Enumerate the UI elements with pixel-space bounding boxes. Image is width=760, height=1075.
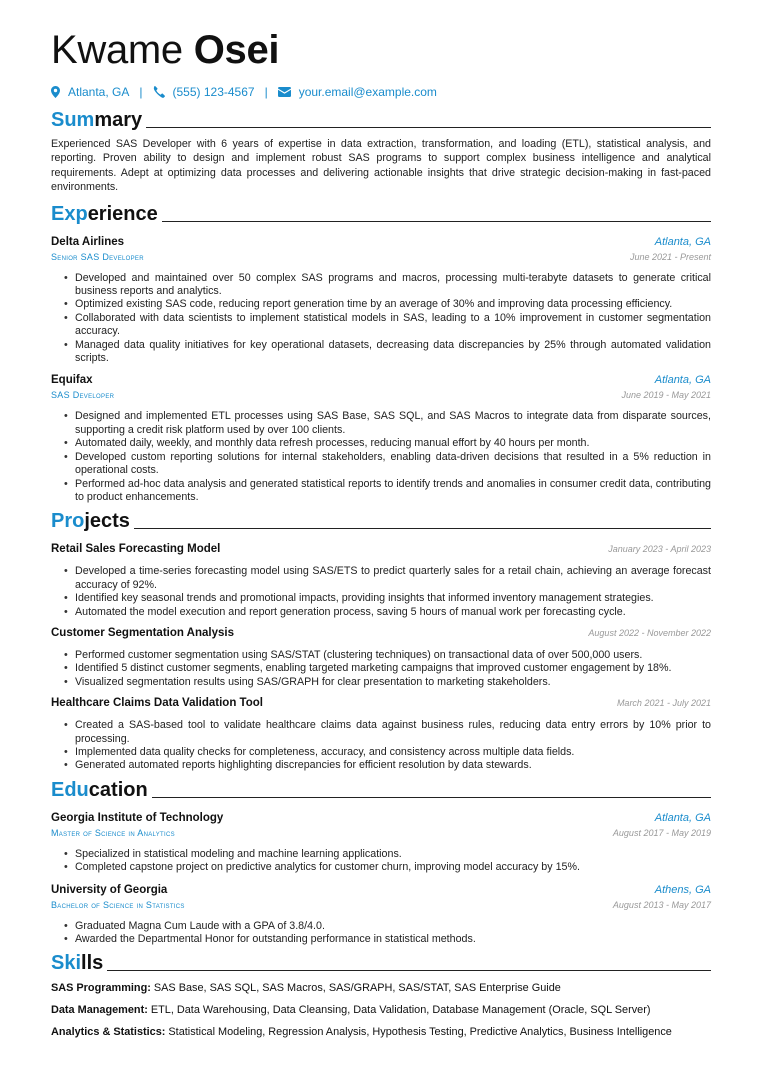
skill-value: SAS Base, SAS SQL, SAS Macros, SAS/GRAPH, SAS/STAT, SAS Enterprise Guide [153, 982, 561, 995]
bullet-item: • Graduated Magna Cum Laude with a GPA of 3.8/4.0. [75, 920, 711, 933]
job-title: SAS Developer [51, 390, 115, 401]
job-location: Atlanta, GA [654, 374, 711, 387]
project-name: Healthcare Claims Data Validation Tool [51, 697, 263, 710]
project-dates: January 2023 - April 2023 [608, 544, 711, 555]
school-name: University of Georgia [51, 883, 168, 896]
section-rule [107, 970, 711, 971]
degree-title: Bachelor of Science in Statistics [51, 899, 185, 910]
section-rule [134, 528, 711, 529]
company-name: Equifax [51, 374, 93, 387]
experience-entry [51, 373, 711, 504]
bullet-item: • Specialized in statistical modeling and machine learning applications. [75, 848, 711, 861]
job-location: Atlanta, GA [654, 235, 711, 248]
phone-text: (555) 123-4567 [172, 85, 255, 99]
skill-label: SAS Programming: [51, 982, 151, 995]
project-name: Customer Segmentation Analysis [51, 626, 234, 639]
contact-email[interactable] [278, 85, 437, 99]
bullet-item: • Created a SAS-based tool to validate healthcare claims data against business rules, reducing data entry errors by 10% prior to processing. [75, 719, 711, 746]
project-entry [51, 626, 711, 689]
skill-value: Statistical Modeling, Regression Analysis, Hypothesis Testing, Predictive Analytics, Business Intelligence [168, 1026, 672, 1039]
email-text: your.email@example.com [298, 85, 437, 99]
job-title: Senior SAS Developer [51, 251, 144, 262]
bullet-item: • Visualized segmentation results using SAS/GRAPH for clear presentation to marketing stakeholders. [75, 676, 711, 689]
candidate-name [51, 24, 711, 76]
resume-page [51, 24, 711, 1047]
phone-icon [153, 86, 165, 98]
bullet-list [75, 565, 711, 619]
bullet-item: • Collaborated with data scientists to implement statistical models in SAS, leading to a 10% improvement in customer segmentation accuracy. [75, 312, 711, 339]
map-marker-icon [51, 86, 60, 98]
project-entry [51, 696, 711, 773]
bullet-item: • Generated automated reports highlighting discrepancies for efficient resolution by data stewards. [75, 759, 711, 772]
education-heading: Education [51, 777, 711, 803]
skills-heading: Skills [51, 950, 711, 976]
job-dates: June 2021 - Present [629, 251, 711, 262]
bullet-item: • Designed and implemented ETL processes using SAS Base, SAS SQL, and SAS Macros to integrate data from disparate sources, supporting a credit risk platform used by over 100 clients. [75, 410, 711, 437]
last-name: Osei [193, 28, 280, 72]
bullet-item: • Developed a time-series forecasting model using SAS/ETS to predict quarterly sales for a retail chain, achieving an average forecast accuracy of 92%. [75, 565, 711, 592]
bullet-list [75, 920, 711, 947]
bullet-list [75, 719, 711, 773]
experience-heading: Experience [51, 201, 711, 227]
summary-text: Experienced SAS Developer with 6 years of expertise in data extraction, transformation, and loading (ETL), statistical analysis, and reporting. Proven ability to design and implement robust SAS programs to support complex business intelligence and analytical requirements. Adept at optimizing data processes and delivering actionable insights that drive strategic decision-making in fast-paced environments. [51, 138, 711, 194]
skill-row [51, 1025, 711, 1039]
bullet-item: • Automated the model execution and report generation process, saving 5 hours of manual work per forecasting cycle. [75, 606, 711, 619]
project-dates: March 2021 - July 2021 [616, 698, 711, 709]
bullet-item: • Performed customer segmentation using SAS/STAT (clustering techniques) on transactional data of over 500,000 users. [75, 649, 711, 662]
bullet-item: • Developed custom reporting solutions for internal stakeholders, enabling data-driven decisions that resulted in a 5% reduction in operational costs. [75, 451, 711, 478]
project-dates: August 2022 - November 2022 [588, 627, 711, 638]
bullet-item: • Managed data quality initiatives for key operational datasets, decreasing data discrepancies by 25% through automated validation scripts. [75, 339, 711, 366]
bullet-item: • Implemented data quality checks for completeness, accuracy, and consistency across multiple data fields. [75, 746, 711, 759]
section-rule [152, 797, 711, 798]
skill-label: Analytics & Statistics: [51, 1026, 166, 1039]
skill-row [51, 1003, 711, 1017]
section-rule [146, 127, 711, 128]
skill-value: ETL, Data Warehousing, Data Cleansing, Data Validation, Database Management (Oracle, SQL Server) [150, 1004, 651, 1017]
section-rule [162, 221, 711, 222]
skill-label: Data Management: [51, 1004, 148, 1017]
experience-entry [51, 235, 711, 366]
school-name: Georgia Institute of Technology [51, 811, 224, 824]
school-location: Athens, GA [654, 883, 711, 896]
bullet-item: • Optimized existing SAS code, reducing report generation time by an average of 30% and improving data processing efficiency. [75, 298, 711, 311]
education-entry [51, 811, 711, 875]
bullet-item: • Developed and maintained over 50 complex SAS programs and macros, processing multi-terabyte datasets to generate critical business reports and analytics. [75, 272, 711, 299]
contact-separator: | [264, 85, 268, 99]
envelope-icon [278, 87, 291, 97]
projects-heading: Projects [51, 508, 711, 534]
bullet-list [75, 272, 711, 366]
education-entry [51, 883, 711, 947]
skill-row [51, 981, 711, 995]
project-entry [51, 542, 711, 619]
degree-title: Master of Science in Analytics [51, 827, 175, 838]
bullet-item: • Automated daily, weekly, and monthly data refresh processes, reducing manual effort by 40 hours per month. [75, 437, 711, 450]
location-text: Atlanta, GA [68, 85, 130, 99]
school-dates: August 2017 - May 2019 [612, 827, 711, 838]
job-dates: June 2019 - May 2021 [621, 390, 711, 401]
bullet-item: • Identified 5 distinct customer segments, enabling targeted marketing campaigns that improved customer engagement by 18%. [75, 662, 711, 675]
project-name: Retail Sales Forecasting Model [51, 543, 221, 556]
first-name: Kwame [51, 28, 183, 72]
bullet-item: • Identified key seasonal trends and promotional impacts, providing insights that informed inventory management strategies. [75, 592, 711, 605]
school-location: Atlanta, GA [654, 811, 711, 824]
bullet-list [75, 649, 711, 689]
company-name: Delta Airlines [51, 235, 125, 248]
bullet-item: • Completed capstone project on predictive analytics for customer churn, improving model accuracy by 15%. [75, 861, 711, 874]
bullet-item: • Performed ad-hoc data analysis and generated statistical reports to identify trends and anomalies in consumer credit data, contributing to product enhancements. [75, 478, 711, 505]
school-dates: August 2013 - May 2017 [612, 899, 711, 910]
contact-separator: | [139, 85, 143, 99]
contact-bar [51, 81, 711, 103]
contact-location [51, 85, 129, 99]
contact-phone[interactable] [153, 85, 255, 99]
bullet-item: • Awarded the Departmental Honor for outstanding performance in statistical methods. [75, 933, 711, 946]
bullet-list [75, 848, 711, 875]
bullet-list [75, 410, 711, 504]
skills-list [51, 981, 711, 1039]
summary-heading: Summary [51, 107, 711, 133]
